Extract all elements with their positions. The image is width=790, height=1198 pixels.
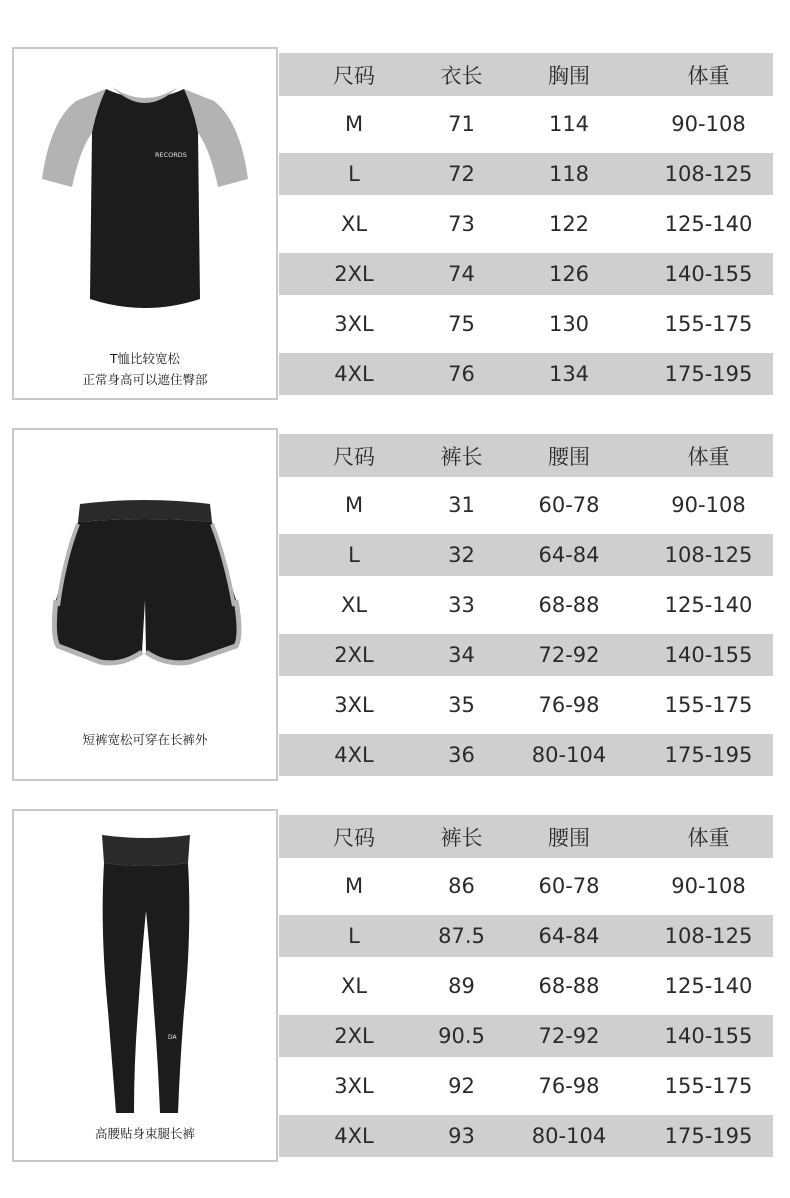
shorts-image (14, 430, 276, 779)
size-cell: M (344, 112, 364, 136)
header-cell: 尺码 (333, 444, 375, 469)
product-caption (14, 348, 276, 390)
tshirt-image (14, 49, 276, 398)
weight-cell: 140-155 (664, 643, 753, 667)
size-cell: 3XL (334, 693, 374, 717)
table-row (279, 961, 773, 1011)
size-table-tshirt (279, 53, 773, 399)
table-row (279, 99, 773, 149)
table-row (279, 534, 773, 576)
length-cell: 86 (448, 874, 475, 898)
table-row (279, 680, 773, 730)
size-section-leggings (0, 809, 790, 1162)
table-header-row (279, 53, 773, 96)
size-section-tshirt (0, 47, 790, 400)
waist-cell: 60-78 (538, 493, 600, 517)
header-cell: 体重 (687, 825, 730, 850)
waist-cell: 64-84 (538, 924, 600, 948)
size-cell: L (348, 162, 360, 186)
header-cell: 腰围 (548, 825, 590, 850)
size-table-shorts (279, 434, 773, 780)
chest-cell: 130 (548, 312, 590, 336)
size-section-shorts (0, 428, 790, 781)
caption-line: 高腰贴身束腿长裤 (94, 1126, 195, 1141)
weight-cell: 155-175 (664, 312, 753, 336)
size-cell: L (348, 543, 360, 567)
waist-cell: 80-104 (531, 743, 607, 767)
waist-cell: 76-98 (538, 693, 600, 717)
weight-cell: 155-175 (664, 1074, 753, 1098)
table-row (279, 480, 773, 530)
table-row (279, 861, 773, 911)
weight-cell: 90-108 (671, 874, 746, 898)
length-cell: 93 (448, 1124, 475, 1148)
product-card-tshirt (12, 47, 278, 400)
caption-line: 短裤宽松可穿在长裤外 (82, 732, 208, 747)
header-cell: 体重 (687, 63, 730, 88)
waist-cell: 72-92 (538, 643, 600, 667)
table-row (279, 153, 773, 195)
length-cell: 74 (448, 262, 475, 286)
waist-cell: 72-92 (538, 1024, 600, 1048)
waist-cell: 60-78 (538, 874, 600, 898)
length-cell: 34 (448, 643, 475, 667)
length-cell: 33 (448, 593, 475, 617)
waist-cell: 64-84 (538, 543, 600, 567)
length-cell: 87.5 (438, 924, 485, 948)
table-row (279, 915, 773, 957)
size-cell: 2XL (334, 1024, 374, 1048)
weight-cell: 108-125 (664, 924, 753, 948)
leggings-print-text: DA (168, 1034, 177, 1041)
weight-cell: 125-140 (664, 212, 753, 236)
length-cell: 89 (448, 974, 475, 998)
size-cell: 4XL (334, 362, 374, 386)
table-row (279, 1015, 773, 1057)
header-cell: 衣长 (440, 63, 483, 88)
table-row (279, 580, 773, 630)
length-cell: 35 (448, 693, 475, 717)
length-cell: 36 (448, 743, 475, 767)
product-card-shorts (12, 428, 278, 781)
chest-cell: 126 (548, 262, 590, 286)
header-cell: 裤长 (440, 444, 483, 469)
weight-cell: 175-195 (664, 1124, 753, 1148)
table-header-row (279, 434, 773, 477)
size-cell: M (344, 493, 364, 517)
size-table-leggings (279, 815, 773, 1161)
length-cell: 72 (448, 162, 475, 186)
waist-cell: 76-98 (538, 1074, 600, 1098)
caption-line: T恤比较宽松 (109, 351, 181, 366)
weight-cell: 175-195 (664, 743, 753, 767)
waist-cell: 68-88 (538, 974, 600, 998)
weight-cell: 108-125 (664, 162, 753, 186)
table-row (279, 634, 773, 676)
length-cell: 73 (448, 212, 475, 236)
size-cell: 3XL (334, 312, 374, 336)
size-cell: L (348, 924, 360, 948)
waist-cell: 68-88 (538, 593, 600, 617)
size-cell: 2XL (334, 643, 374, 667)
weight-cell: 125-140 (664, 974, 753, 998)
weight-cell: 108-125 (664, 543, 753, 567)
length-cell: 92 (448, 1074, 475, 1098)
size-cell: XL (340, 212, 368, 236)
size-cell: 4XL (334, 743, 374, 767)
weight-cell: 90-108 (671, 112, 746, 136)
chest-cell: 134 (548, 362, 590, 386)
chest-cell: 118 (548, 162, 590, 186)
waist-cell: 80-104 (531, 1124, 607, 1148)
length-cell: 31 (448, 493, 475, 517)
table-row (279, 253, 773, 295)
chest-cell: 114 (548, 112, 590, 136)
size-cell: XL (340, 593, 368, 617)
weight-cell: 140-155 (664, 262, 753, 286)
length-cell: 90.5 (438, 1024, 485, 1048)
table-row (279, 1061, 773, 1111)
weight-cell: 90-108 (671, 493, 746, 517)
header-cell: 尺码 (333, 63, 375, 88)
length-cell: 76 (448, 362, 475, 386)
chest-cell: 122 (548, 212, 590, 236)
header-cell: 腰围 (548, 444, 590, 469)
weight-cell: 140-155 (664, 1024, 753, 1048)
size-cell: 2XL (334, 262, 374, 286)
size-cell: 3XL (334, 1074, 374, 1098)
header-cell: 尺码 (333, 825, 375, 850)
size-cell: M (344, 874, 364, 898)
weight-cell: 125-140 (664, 593, 753, 617)
leggings-image (14, 811, 276, 1160)
caption-line: 正常身高可以遮住臀部 (82, 372, 208, 387)
product-caption (14, 729, 276, 750)
table-header-row (279, 815, 773, 858)
table-row (279, 199, 773, 249)
size-cell: 4XL (334, 1124, 374, 1148)
product-card-leggings (12, 809, 278, 1162)
weight-cell: 175-195 (664, 362, 753, 386)
weight-cell: 155-175 (664, 693, 753, 717)
product-caption (14, 1123, 276, 1144)
table-row (279, 353, 773, 395)
header-cell: 裤长 (440, 825, 483, 850)
size-cell: XL (340, 974, 368, 998)
length-cell: 71 (448, 112, 475, 136)
header-cell: 体重 (687, 444, 730, 469)
length-cell: 32 (448, 543, 475, 567)
table-row (279, 299, 773, 349)
length-cell: 75 (448, 312, 475, 336)
header-cell: 胸围 (548, 63, 590, 88)
tshirt-print-text: RECORDS (155, 151, 187, 159)
table-row (279, 734, 773, 776)
table-row (279, 1115, 773, 1157)
